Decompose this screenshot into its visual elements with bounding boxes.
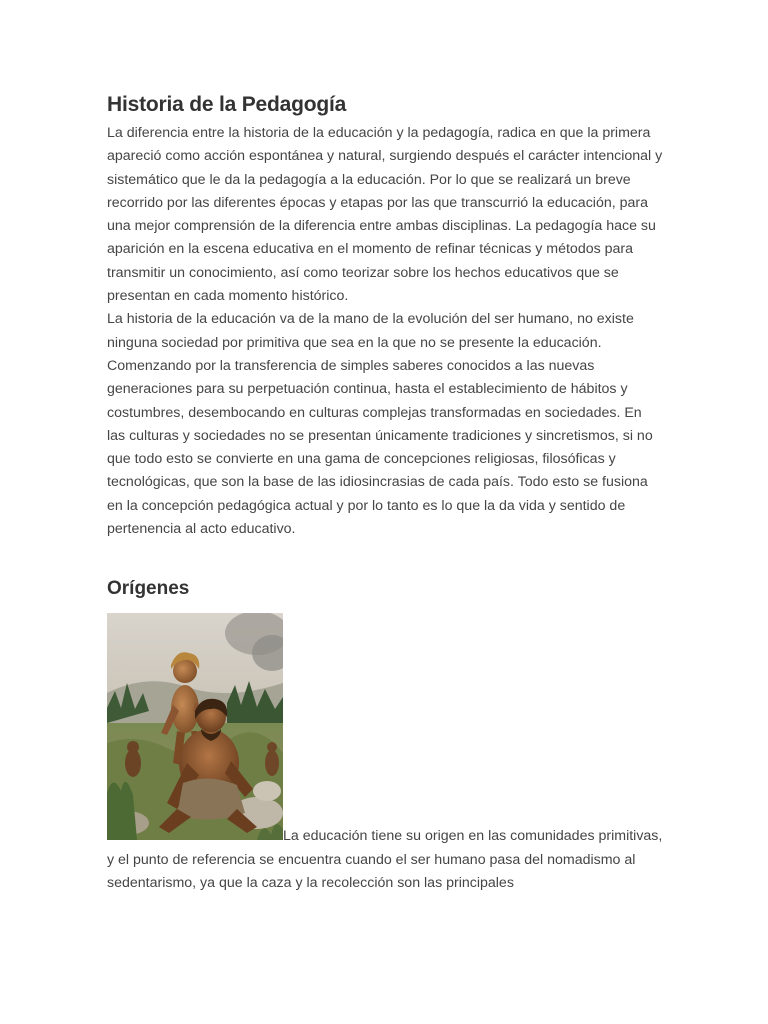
- section-title-origins: Orígenes: [107, 578, 190, 600]
- paragraph-history: La historia de la educación va de la mano de la evolución del ser humano, no existe ninguna sociedad por primitiva que sea en la que no se presente la educación. Comenzando por la transferencia de simples saberes conocidos a las nuevas generaciones para su perpetuación continua, hasta el establecimiento de hábitos y costumbres, desembocando en culturas complejas transformadas en sociedades. En las culturas y sociedades no se presentan únicamente tradiciones y sincretismos, si no que todo esto se convierte en una gama de concepciones religiosas, filosóficas y tecnológicas, que son la base de las idiosincrasias de cada país. Todo esto se fusiona en la concepción pedagógica actual y por lo tanto es lo que la da vida y sentido de pertenencia al acto educativo.: [107, 311, 653, 538]
- document-page: [107, 88, 663, 895]
- paragraph-origins-text: La educación tiene su origen en las comunidades primitivas, y el punto de referencia se encuentra cuando el ser humano pasa del nomadismo al sedentarismo, ya que la caza y la recolección son las principales: [107, 828, 663, 891]
- paragraph-origins-block: [107, 604, 663, 895]
- prehistoric-humans-image: [107, 613, 283, 840]
- paragraph-intro: La diferencia entre la historia de la educación y la pedagogía, radica en que la primera apareció como acción espontánea y natural, surgiendo después el carácter intencional y sistemático que le da la pedagogía a la educación. Por lo que se realizará un breve recorrido por las diferentes épocas y etapas por las que transcurrió la educación, para una mejor comprensión de la diferencia entre ambas disciplinas. La pedagogía hace su aparición en la escena educativa en el momento de refinar técnicas y métodos para transmitir un conocimiento, así como teorizar sobre los hechos educativos que se presentan en cada momento histórico.: [107, 125, 663, 305]
- page-title: Historia de la Pedagogía: [107, 93, 347, 116]
